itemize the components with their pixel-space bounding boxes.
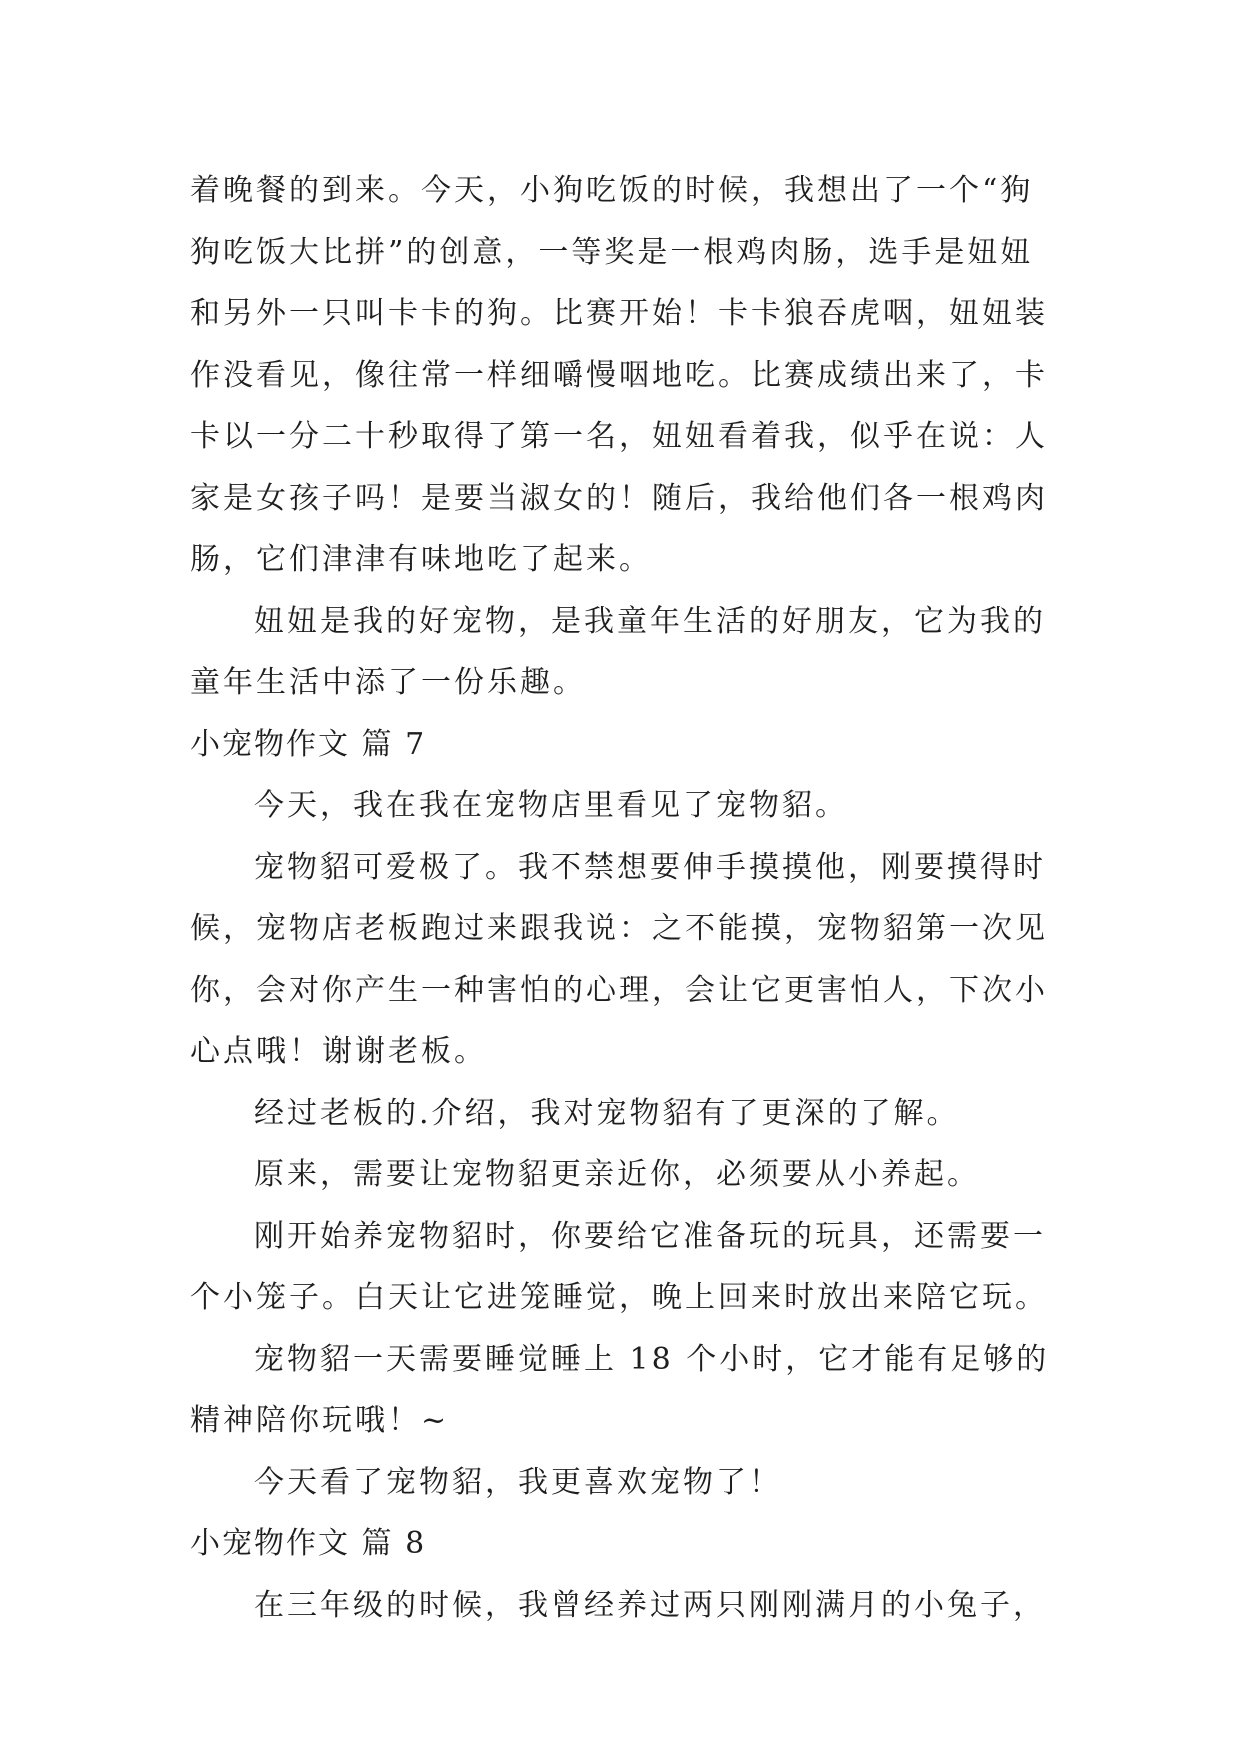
paragraph-line: 宠物貂一天需要睡觉睡上 18 个小时，它才能有足够的	[254, 1341, 1050, 1377]
paragraph-line: 你，会对你产生一种害怕的心理，会让它更害怕人，下次小	[190, 972, 1048, 1008]
paragraph-line: 个小笼子。白天让它进笼睡觉，晚上回来时放出来陪它玩。	[190, 1280, 1048, 1315]
paragraph-line: 妞妞是我的好宠物，是我童年生活的好朋友，它为我的	[254, 603, 1046, 639]
paragraph-line: 家是女孩子吗！是要当淑女的！随后，我给他们各一根鸡肉	[190, 480, 1048, 516]
section-heading: 小宠物作文 篇 7	[190, 726, 427, 762]
paragraph-line: 着晚餐的到来。今天，小狗吃饭的时候，我想出了一个“狗	[190, 173, 1034, 208]
paragraph-line: 今天看了宠物貂，我更喜欢宠物了！	[254, 1464, 782, 1500]
paragraph-line: 刚开始养宠物貂时，你要给它准备玩的玩具，还需要一	[254, 1218, 1046, 1254]
paragraph-line: 狗吃饭大比拼”的创意，一等奖是一根鸡肉肠，选手是妞妞	[190, 234, 1034, 270]
essay-body	[190, 160, 1060, 1636]
paragraph-line: 作没看见，像往常一样细嚼慢咽地吃。比赛成绩出来了，卡	[190, 357, 1048, 393]
paragraph-line: 和另外一只叫卡卡的狗。比赛开始！卡卡狼吞虎咽，妞妞装	[190, 296, 1048, 331]
paragraph-line: 精神陪你玩哦！~	[190, 1403, 450, 1438]
paragraph-line: 心点哦！谢谢老板。	[190, 1034, 487, 1069]
paragraph-line: 卡以一分二十秒取得了第一名，妞妞看着我，似乎在说：人	[190, 419, 1048, 454]
paragraph-line: 童年生活中添了一份乐趣。	[190, 665, 586, 700]
section-heading: 小宠物作文 篇 8	[190, 1526, 427, 1561]
paragraph-line: 候，宠物店老板跑过来跟我说：之不能摸，宠物貂第一次见	[190, 911, 1048, 946]
paragraph-line: 原来，需要让宠物貂更亲近你，必须要从小养起。	[254, 1157, 980, 1192]
paragraph-line: 宠物貂可爱极了。我不禁想要伸手摸摸他，刚要摸得时	[254, 849, 1046, 885]
paragraph-line: 肠，它们津津有味地吃了起来。	[190, 542, 652, 577]
paragraph-line: 在三年级的时候，我曾经养过两只刚刚满月的小兔子，	[254, 1587, 1046, 1623]
paragraph-line: 今天，我在我在宠物店里看见了宠物貂。	[254, 788, 848, 823]
paragraph-line: 经过老板的.介绍，我对宠物貂有了更深的了解。	[254, 1095, 960, 1131]
